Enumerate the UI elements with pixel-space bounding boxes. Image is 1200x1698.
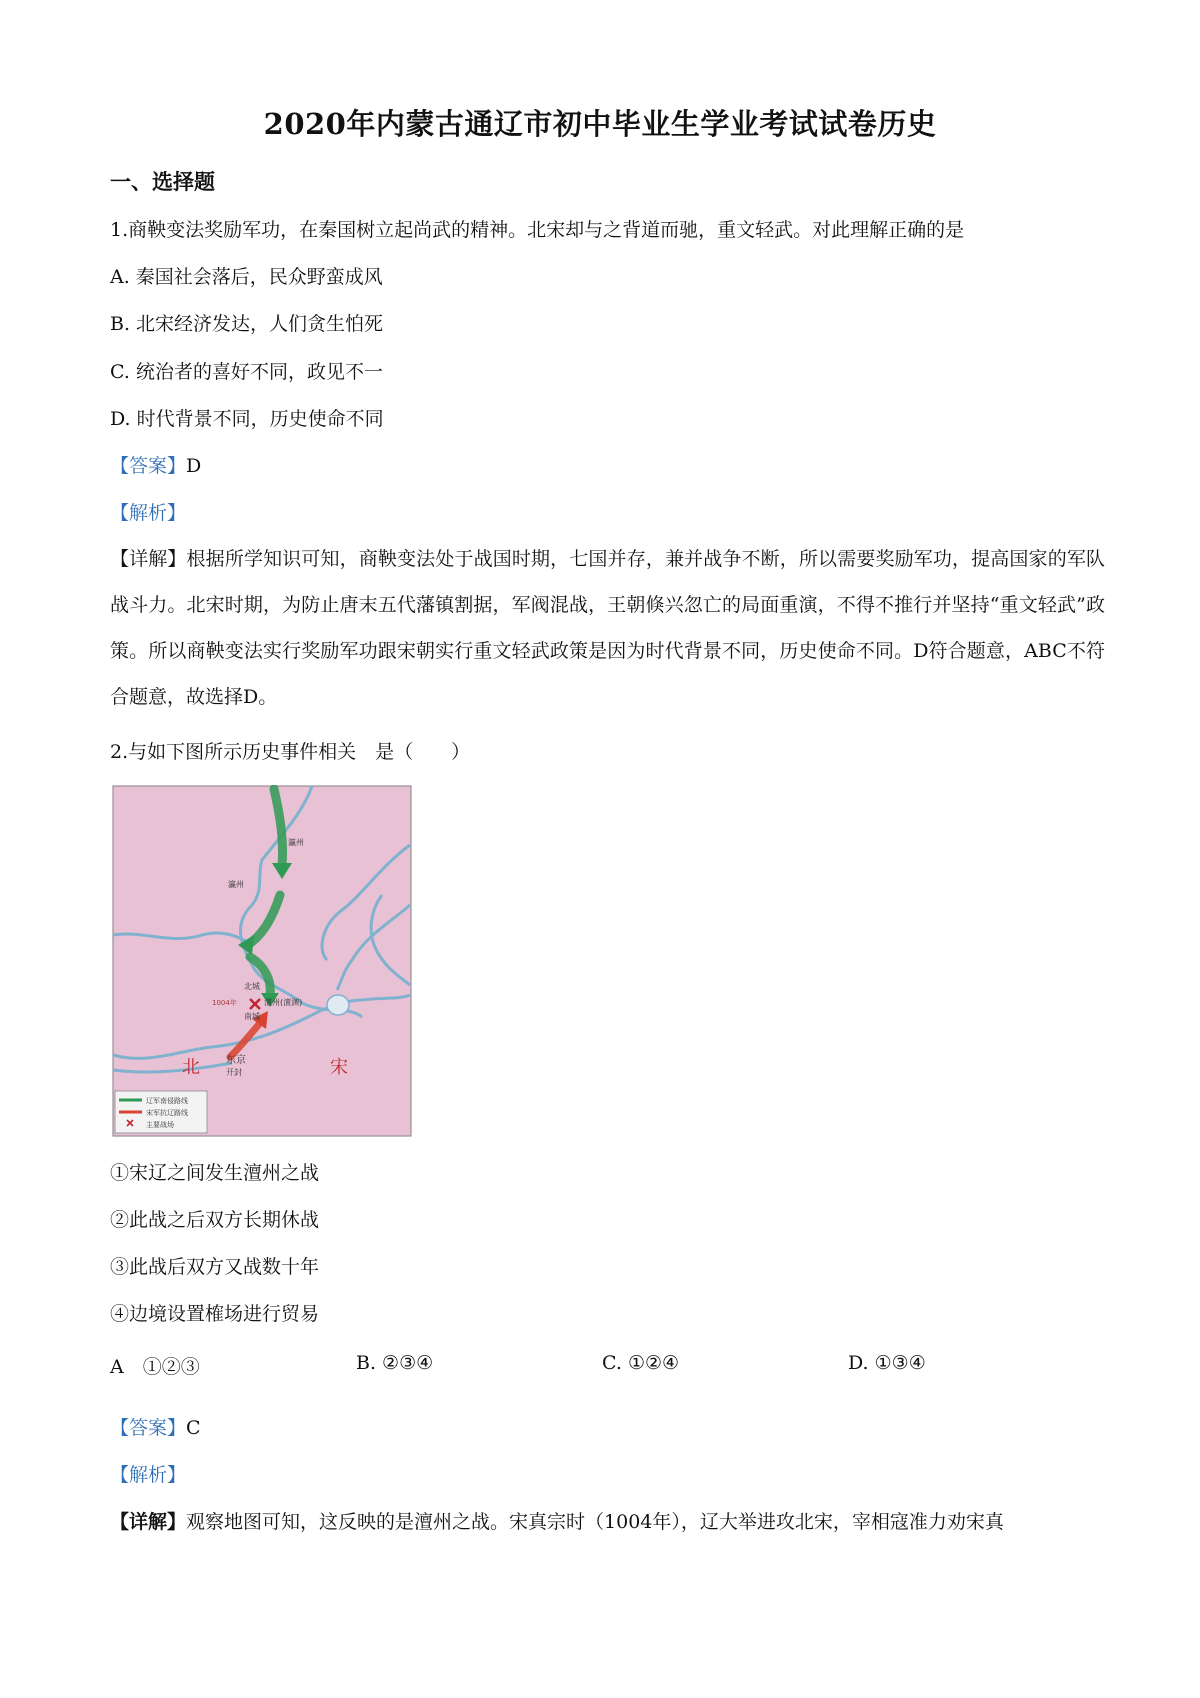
map-label-north: 北 (182, 1057, 200, 1078)
map-label: 瀛州 (288, 838, 304, 847)
q2-option-c: C. ①②④ (602, 1352, 680, 1374)
section-heading: 一、选择题 (110, 169, 215, 194)
map-label: 瀛州 (228, 880, 244, 889)
q1-answer: D (186, 455, 202, 477)
q2-option-a: A ①②③ (110, 1356, 200, 1378)
map-label-song: 宋 (330, 1057, 348, 1078)
detail-tag: 【详解】 (110, 1511, 187, 1533)
lake (327, 995, 349, 1015)
q2-item-2: ②此战之后双方长期休战 (110, 1209, 320, 1231)
answer-tag: 【答案】 (110, 1417, 187, 1439)
map-label: 开封 (226, 1068, 242, 1077)
q1-option-d: D. 时代背景不同，历史使命不同 (110, 408, 384, 430)
map-label: 南城 (244, 1012, 260, 1021)
map-label: 1004年 (212, 999, 237, 1007)
q1-analysis-tag: 【解析】 (110, 502, 187, 524)
q1-option-a: A. 秦国社会落后，民众野蛮成风 (110, 266, 383, 288)
q2-answer: C (186, 1417, 201, 1439)
q2-detail-text: 观察地图可知，这反映的是澶州之战。宋真宗时（1004年），辽大举进攻北宋，宰相寇准力劝宋真 (186, 1511, 1004, 1533)
q1-option-b: B. 北宋经济发达，人们贪生怕死 (110, 313, 384, 335)
q1-detail-text: 根据所学知识可知，商鞅变法处于战国时期，七国并存，兼并战争不断，所以需要奖励军功，提高国家的军队战斗力。北宋时期，为防止唐末五代藩镇割据，军阀混战，王朝倏兴忽亡的局面重演，不得不推行并坚持“重文轻武”政策。所以商鞅变法实行奖励军功跟宋朝实行重文轻武政策是因为时代背景不同，历史使命不同。D符合题意，ABC不符合题意，故选择D。 (110, 548, 1105, 708)
q2-detail (110, 1510, 1004, 1534)
q1-detail (110, 536, 1105, 720)
answer-tag: 【答案】 (110, 455, 187, 477)
legend-label: 主要战场 (146, 1121, 174, 1129)
q1-option-c: C. 统治者的喜好不同，政见不一 (110, 361, 383, 383)
map-label: 澶州(澶渊) (264, 998, 303, 1007)
q2-item-1: ①宋辽之间发生澶州之战 (110, 1162, 320, 1184)
q2-option-d: D. ①③④ (848, 1352, 926, 1374)
q2-item-4: ④边境设置榷场进行贸易 (110, 1303, 320, 1325)
legend-label: 宋军抗辽路线 (146, 1109, 188, 1117)
map-label: 东京 (226, 1055, 246, 1066)
q2-stem: 2.与如下图所示历史事件相关 是（ ） (110, 741, 471, 763)
map-label: 北城 (244, 982, 260, 991)
q2-analysis-tag: 【解析】 (110, 1464, 187, 1486)
q1-answer-line (110, 454, 201, 478)
q2-item-3: ③此战后双方又战数十年 (110, 1256, 320, 1278)
detail-tag: 【详解】 (110, 548, 187, 570)
legend-label: 辽军南侵路线 (146, 1097, 188, 1105)
page-title: 2020年内蒙古通辽市初中毕业生学业考试试卷历史 (263, 107, 937, 141)
q2-option-b: B. ②③④ (356, 1352, 434, 1374)
q1-stem: 1.商鞅变法奖励军功，在秦国树立起尚武的精神。北宋却与之背道而驰，重文轻武。对此理解正确的是 (110, 219, 965, 241)
map-legend (115, 1091, 207, 1133)
song-liao-war-map (112, 785, 412, 1137)
q2-answer-line (110, 1416, 201, 1440)
